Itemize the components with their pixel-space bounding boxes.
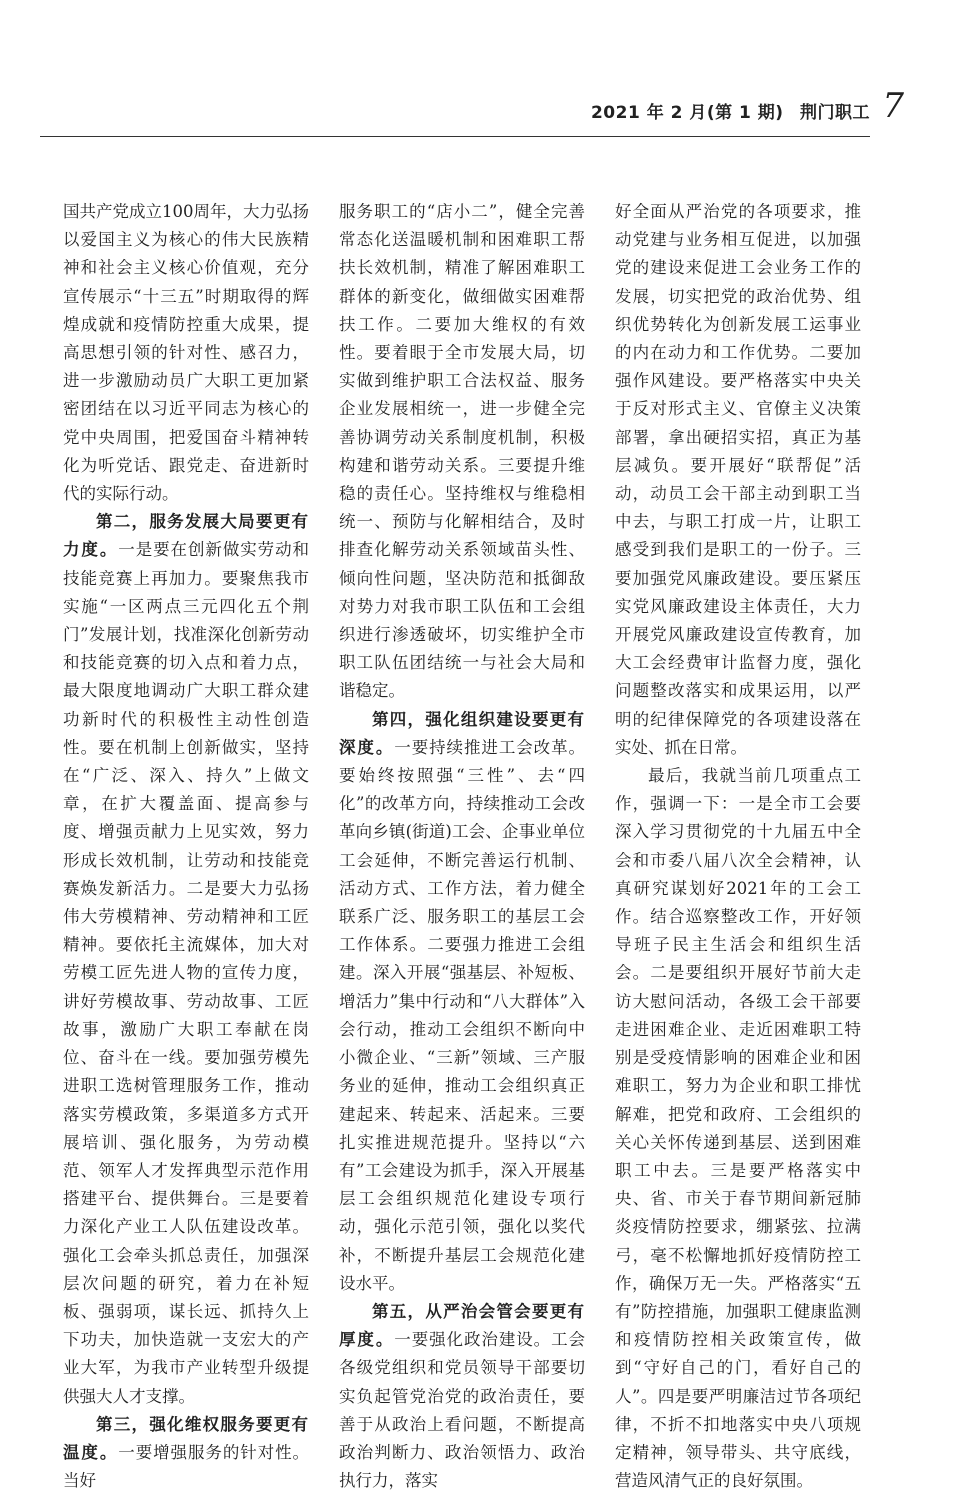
paragraph-text: 一要持续推进工会改革。要始终按照强“三性”、去“四化”的改革方向，持续推动工会改革向乡镇(街道)工会、企事业单位工会延伸，不断完善运行机制、活动方式、工作方法，着力健全联系广泛、服务职工的基层工会工作体系。二要强力推进工会组建。深入开展“强基层、补短板、增活力”集中行动和“八大群体”入会行动，推动工会组织不断向中小微企业、“三新”领域、三产服务业的延伸，推动工会组织真正建起来、转起来、活起来。三要扎实推进规范提升。坚持以“六有”工会建设为抓手，深入开展基层工会组织规范化建设专项行动，强化示范引领，强化以奖代补，不断提升基层工会规范化建设水平。 xyxy=(339,737,586,1293)
paragraph: 最后，我就当前几项重点工作，强调一下：一是全市工会要深入学习贯彻党的十九届五中全会和市委八届八次全会精神，认真研究谋划好2021年的工会工作。结合巡察整改工作，开好领导班子民主生活会和组织生活会。二是要组织开展好节前大走访大慰问活动，各级工会干部要走进困难企业、走近困难职工特别是受疫情影响的困难企业和困难职工，努力为企业和职工排忧解难，把党和政府、工会组织的关心关怀传递到基层、送到困难职工中去。三是要严格落实中央、省、市关于春节期间新冠肺炎疫情防控要求，绷紧弦、拉满弓，毫不松懈地抓好疫情防控工作，确保万无一失。严格落实“五有”防控措施，加强职工健康监测和疫情防控相关政策宣传，做到“守好自己的门，看好自己的人”。四是要严明廉洁过节各项纪律，不折不扣地落实中央八项规定精神，领导带头、共守底线，营造风清气正的良好氛围。 xyxy=(615,766,861,1491)
paragraph xyxy=(63,1411,309,1495)
paragraph xyxy=(339,706,585,1298)
section-heading: 第四，强化组织建设要更有深度。 xyxy=(339,709,585,757)
paragraph-text: 一是要在创新做实劳动和技能竞赛上再加力。要聚焦我市实施“一区两点三元四化五个荆门”发展计划，找准深化创新劳动和技能竞赛的切入点和着力点，最大限度地调动广大职工群众建功新时代的积极性主动性创造性。要在机制上创新做实，坚持在“广泛、深入、持久”上做文章，在扩大覆盖面、提高参与度、增强贡献力上见实效，努力形成长效机制，让劳动和技能竞赛焕发新活力。二是要大力弘扬伟大劳模精神、劳动精神和工匠精神。要依托主流媒体，加大对劳模工匠先进人物的宣传力度，讲好劳模故事、劳动故事、工匠故事，激励广大职工奉献在岗位、奋斗在一线。要加强劳模先进职工选树管理服务工作，推动落实劳模政策，多渠道多方式开展培训、强化服务，为劳动模范、领军人才发挥典型示范作用搭建平台、提供舞台。三是要着力深化产业工人队伍建设改革。强化工会牵头抓总责任，加强深层次问题的研究，着力在补短板、强弱项，谋长远、抓持久上下功夫，加快造就一支宏大的产业大军，为我市产业转型升级提供强大人才支撑。 xyxy=(63,540,310,1406)
paragraph: 好全面从严治党的各项要求，推动党建与业务相互促进，以加强党的建设来促进工会业务工作的发展，切实把党的政治优势、组织优势转化为创新发展工运事业的内在动力和工作优势。二要加强作风建设。要严格落实中央关于反对形式主义、官僚主义决策部署，拿出硬招实招，真正为基层减负。要开展好“联帮促”活动，动员工会干部主动到职工当中去，与职工打成一片，让职工感受到我们是职工的一份子。三要加强党风廉政建设。要压紧压实党风廉政建设主体责任，大力开展党风廉政建设宣传教育，加大工会经费审计监督力度，强化问题整改落实和成果运用，以严明的纪律保障党的各项建设落在实处、抓在日常。 xyxy=(615,202,861,757)
header-text xyxy=(581,98,870,123)
section-heading: 第三，强化维权服务要更有温度。 xyxy=(63,1414,309,1462)
journal-name: 荆门职工 xyxy=(800,103,870,123)
paragraph xyxy=(63,508,309,1411)
section-heading: 第二，服务发展大局要更有力度。 xyxy=(63,512,309,560)
paragraph-text: 一要强化政治建设。工会各级党组织和党员领导干部要切实负起管党治党的政治责任，要善于从政治上看问题，不断提高政治判断力、政治领悟力、政治执行力，落实 xyxy=(339,1330,586,1491)
column-1 xyxy=(63,198,310,1491)
column-2 xyxy=(339,198,586,1491)
issue-date: 2021 年 2 月(第 1 期) xyxy=(590,103,784,123)
paragraph xyxy=(339,1298,585,1495)
paragraph: 国共产党成立100周年，大力弘扬以爱国主义为核心的伟大民族精神和社会主义核心价值观，充分宣传展示“十三五”时期取得的辉煌成就和疫情防控重大成果，提高思想引领的针对性、感召力，进一步激励动员广大职工更加紧密团结在以习近平同志为核心的党中央周围，把爱国奋斗精神转化为听党话、跟党走、奋进新时代的实际行动。 xyxy=(63,202,309,504)
section-heading: 第五，从严治会管会要更有厚度。 xyxy=(339,1301,585,1350)
article-body xyxy=(63,198,863,1491)
page-number: 7 xyxy=(882,86,904,126)
paragraph: 服务职工的“店小二”，健全完善常态化送温暖机制和困难职工帮扶长效机制，精准了解困难职工群体的新变化，做细做实困难帮扶工作。二要加大维权的有效性。要着眼于全市发展大局，切实做到维护职工合法权益、服务企业发展相统一，进一步健全完善协调劳动关系制度机制，积极构建和谐劳动关系。三要提升维稳的责任心。坚持维权与维稳相统一、预防与化解相结合，及时排查化解劳动关系领域苗头性、倾向性问题，坚决防范和抵御敌对势力对我市职工队伍和工会组织进行渗透破坏，切实维护全市职工队伍团结统一与社会大局和谐稳定。 xyxy=(339,202,585,701)
page-header xyxy=(40,86,904,137)
column-3 xyxy=(615,198,861,1491)
paragraph-text: 一要增强服务的针对性。当好 xyxy=(63,1442,310,1491)
